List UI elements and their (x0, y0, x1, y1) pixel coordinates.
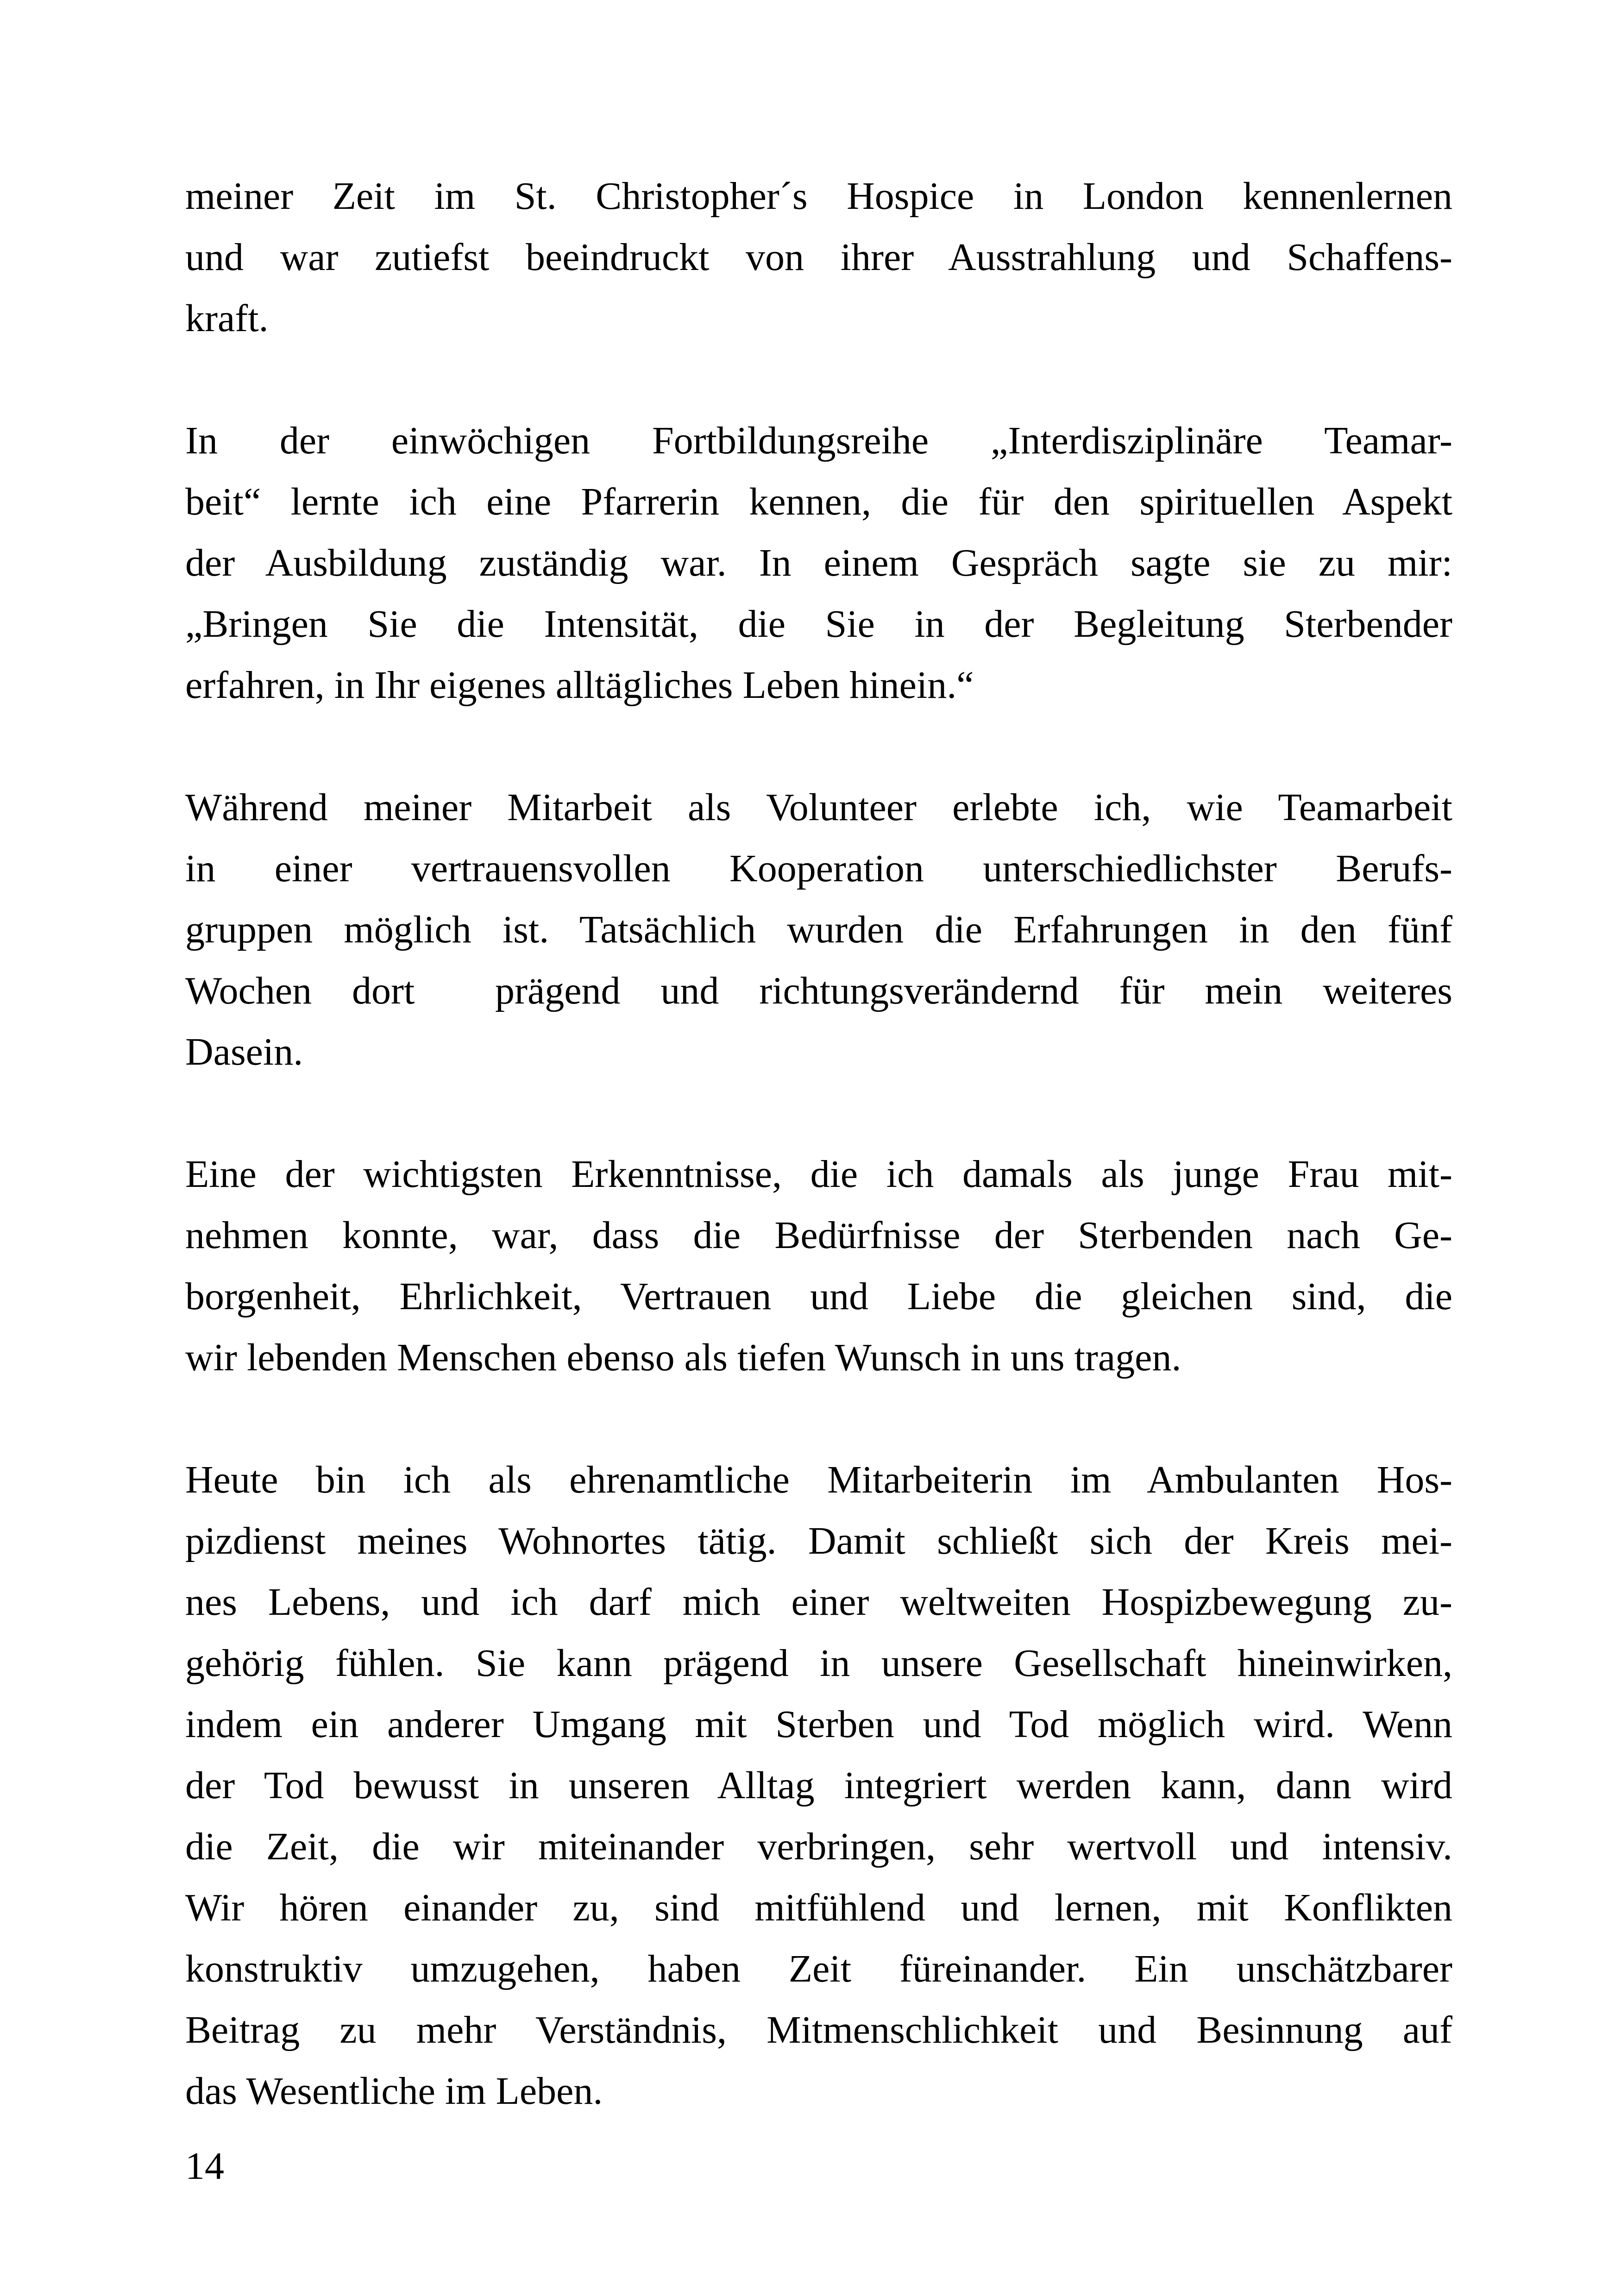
paragraph-3 (185, 777, 1452, 1083)
text-line: das Wesentliche im Leben. (185, 2070, 603, 2113)
text-line: kraft. (185, 297, 269, 340)
text-line: gehörig fühlen. Sie kann prägend in unsere Gesellschaft hineinwirken, (185, 1642, 1452, 1685)
text-line: gruppen möglich ist. Tatsächlich wurden die Erfahrungen in den fünf (185, 908, 1452, 951)
text-line: nes Lebens, und ich darf mich einer weltweiten Hospizbewegung zu- (185, 1581, 1452, 1624)
paragraph-2 (185, 410, 1452, 716)
paragraph-4 (185, 1144, 1452, 1388)
text-line: Heute bin ich als ehrenamtliche Mitarbeiterin im Ambulanten Hos- (185, 1458, 1452, 1501)
text-line: borgenheit, Ehrlichkeit, Vertrauen und Liebe die gleichen sind, die (185, 1275, 1452, 1318)
text-line: die Zeit, die wir miteinander verbringen, sehr wertvoll und intensiv. (185, 1825, 1452, 1868)
text-line: beit“ lernte ich eine Pfarrerin kennen, die für den spirituellen Aspekt (185, 480, 1452, 523)
text-line: meiner Zeit im St. Christopher´s Hospice in London kennenlernen (185, 175, 1452, 218)
text-line: und war zutiefst beeindruckt von ihrer Ausstrahlung und Schaffens- (185, 236, 1452, 279)
text-line: erfahren, in Ihr eigenes alltägliches Leben hinein.“ (185, 664, 974, 707)
text-line: der Tod bewusst in unseren Alltag integriert werden kann, dann wird (185, 1764, 1452, 1807)
paragraph-1 (185, 166, 1452, 349)
text-line: wir lebenden Menschen ebenso als tiefen Wunsch in uns tragen. (185, 1336, 1181, 1379)
text-line: konstruktiv umzugehen, haben Zeit füreinander. Ein unschätzbarer (185, 1947, 1452, 1990)
text-line: Während meiner Mitarbeit als Volunteer erlebte ich, wie Teamarbeit (185, 786, 1452, 829)
page-number: 14 (185, 2145, 224, 2188)
paragraph-5 (185, 1449, 1452, 2122)
text-line: Dasein. (185, 1030, 303, 1073)
text-line: In der einwöchigen Fortbildungsreihe „Interdisziplinäre Teamar- (185, 419, 1452, 462)
text-line: „Bringen Sie die Intensität, die Sie in der Begleitung Sterbender (185, 602, 1452, 646)
text-line: Beitrag zu mehr Verständnis, Mitmenschlichkeit und Besinnung auf (185, 2008, 1452, 2051)
text-line: Eine der wichtigsten Erkenntnisse, die ich damals als junge Frau mit- (185, 1153, 1452, 1196)
text-line: Wochen dort prägend und richtungsverändernd für mein weiteres (185, 969, 1452, 1012)
page-text (185, 166, 1452, 2122)
text-line: indem ein anderer Umgang mit Sterben und Tod möglich wird. Wenn (185, 1703, 1452, 1746)
text-line: pizdienst meines Wohnortes tätig. Damit schließt sich der Kreis mei- (185, 1519, 1452, 1562)
text-line: Wir hören einander zu, sind mitfühlend und lernen, mit Konflikten (185, 1886, 1452, 1929)
text-line: in einer vertrauensvollen Kooperation unterschiedlichster Berufs- (185, 847, 1452, 890)
text-line: nehmen konnte, war, dass die Bedürfnisse der Sterbenden nach Ge- (185, 1214, 1452, 1257)
text-line: der Ausbildung zuständig war. In einem Gespräch sagte sie zu mir: (185, 541, 1452, 584)
